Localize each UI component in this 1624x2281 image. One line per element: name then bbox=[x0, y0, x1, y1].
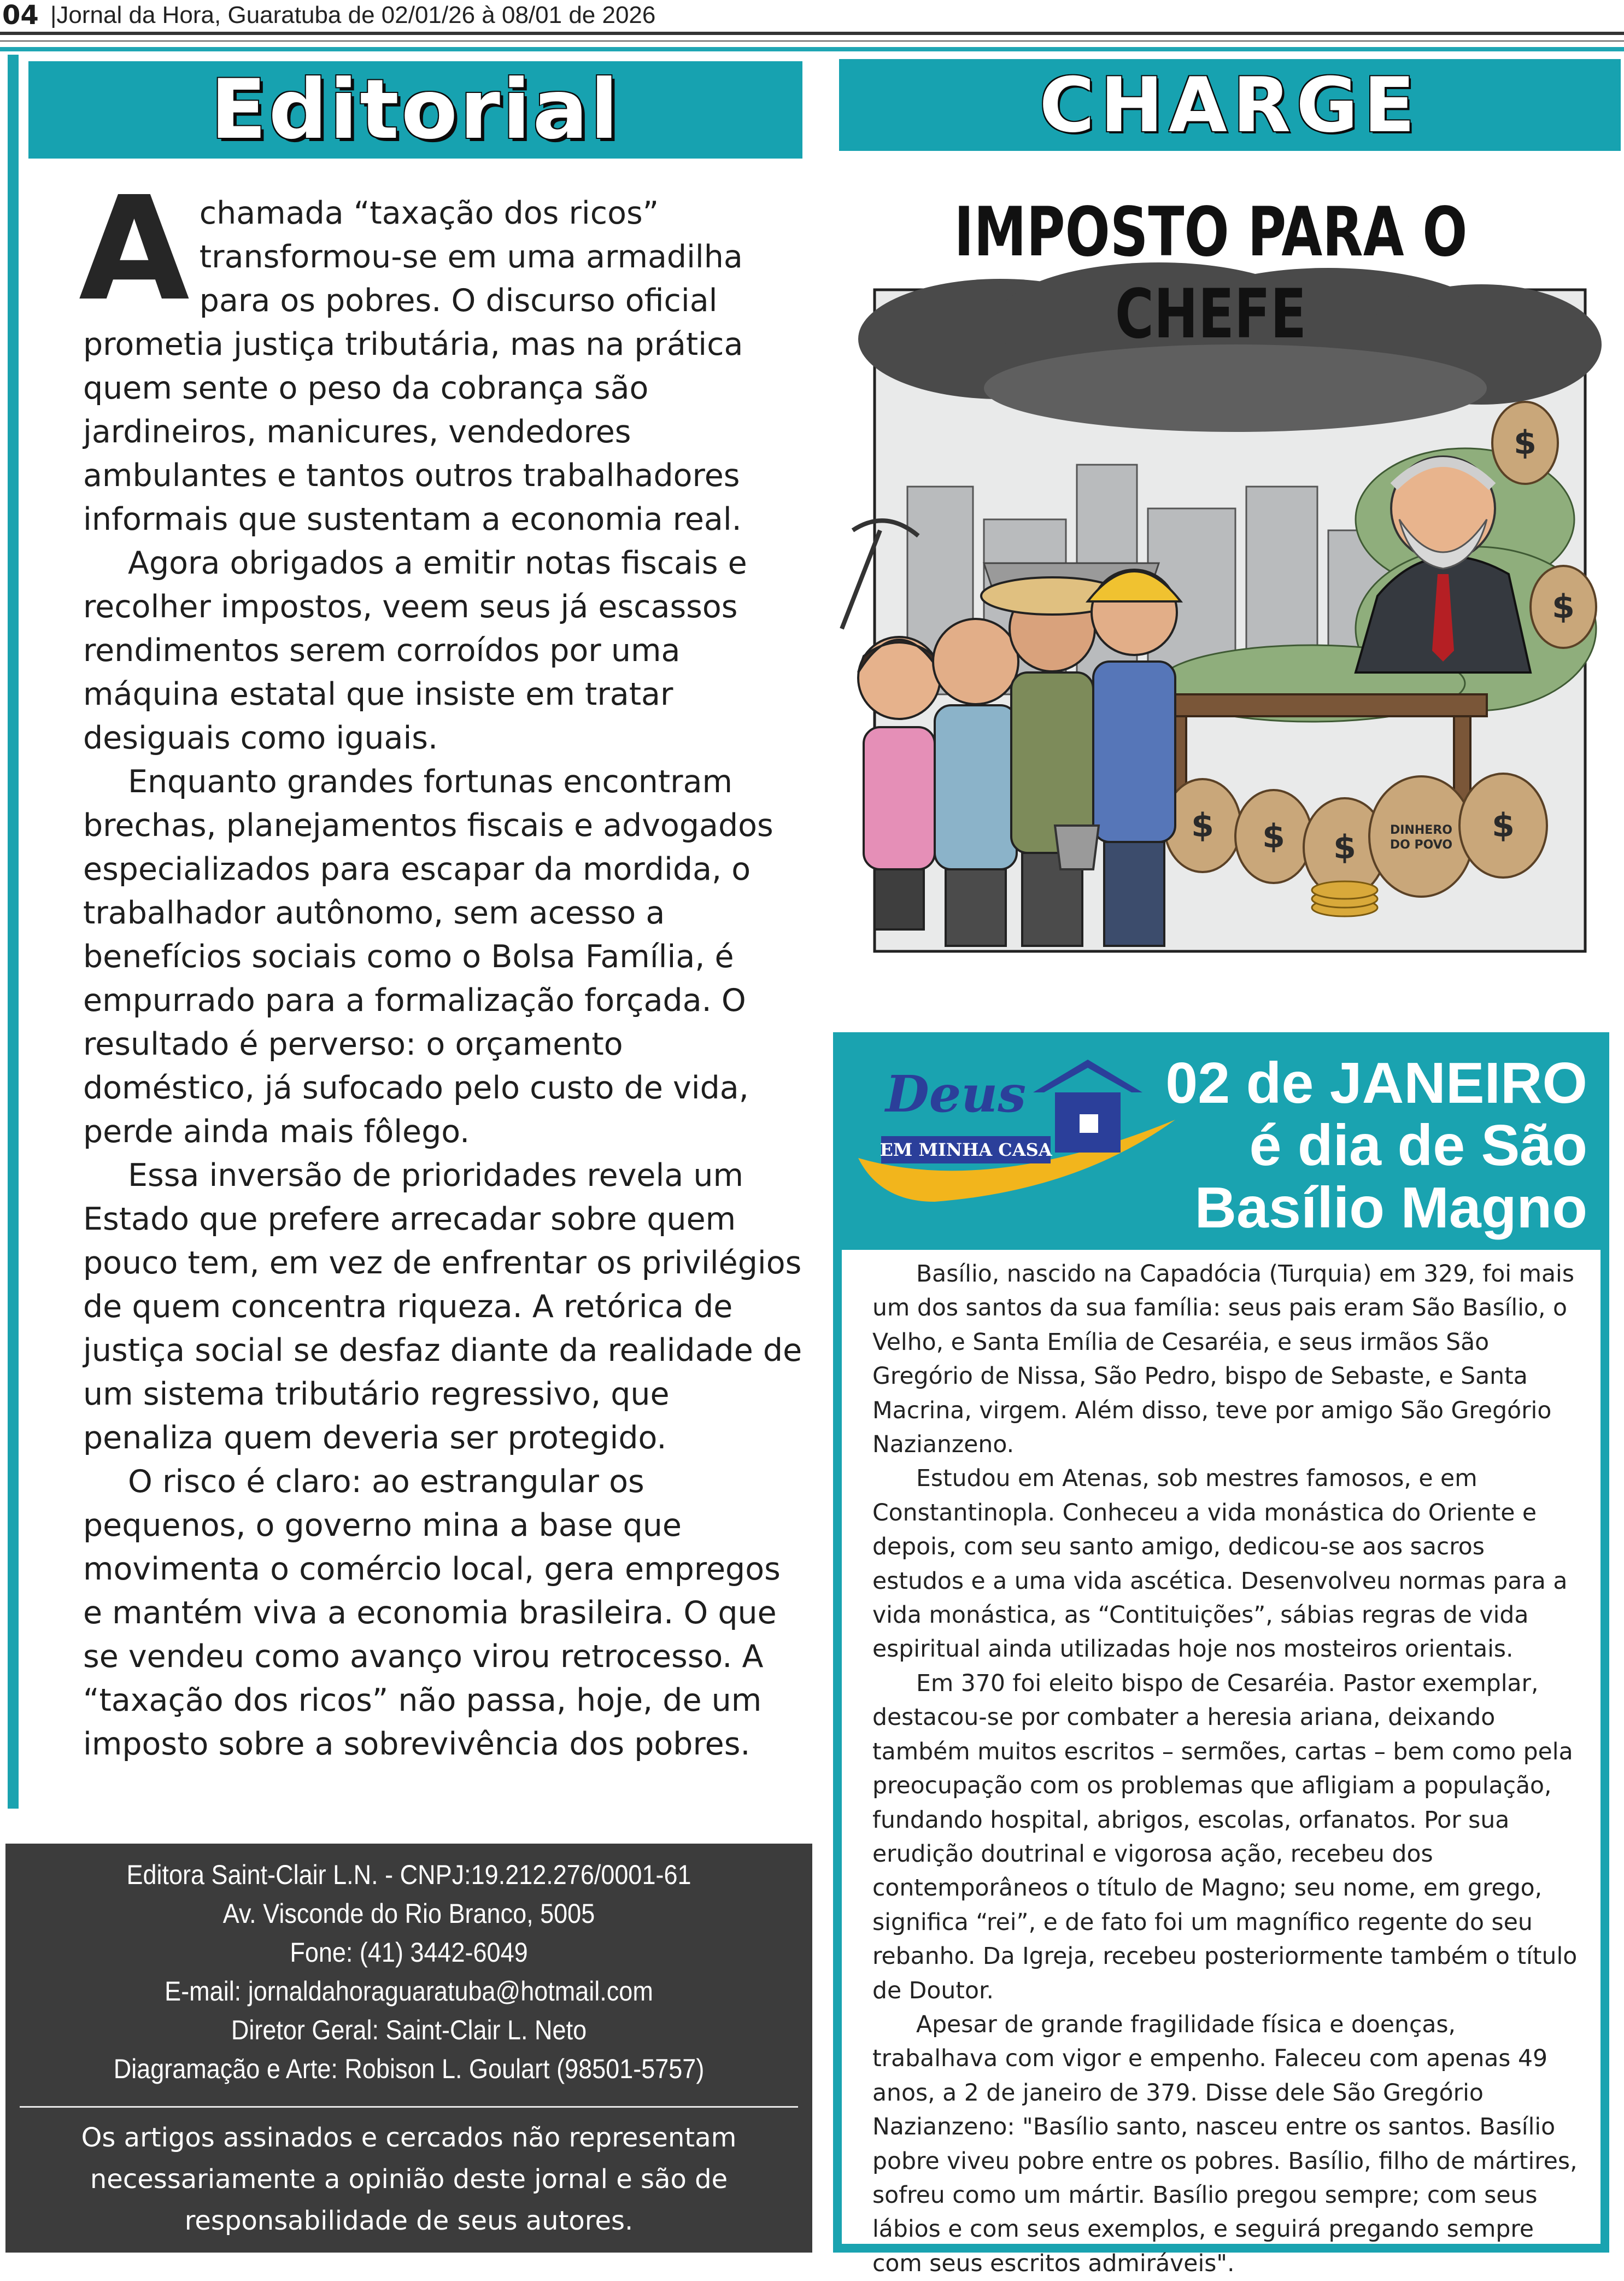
credit-email: E-mail: jornaldahoraguaratuba@hotmail.com bbox=[165, 1976, 653, 2007]
editorial-article bbox=[79, 166, 804, 1766]
cartoon-illustration bbox=[820, 180, 1624, 1001]
dollar-sign: $ bbox=[1514, 424, 1537, 462]
page-header bbox=[0, 0, 1624, 35]
saint-paragraph: Em 370 foi eleito bispo de Cesaréia. Pastor exemplar, destacou-se por combater a heresia ariana, deixando também muitos escritos – sermões, cartas – bem como pela preocupação com os problemas que afligiam a população, fundando hospital, abrigos, escolas, orfanatos. Por sua erudição doutrinal e vigorosa ação, recebeu dos contemporâneos o título de Magno; seu nome, em grego, significa “rei”, e de fato foi um magnífico regente do seu rebanho. Da Igreja, recebeu posteriormente também o título de Doutor. bbox=[872, 1670, 1578, 2004]
bag-label-line1: DINHERO bbox=[1390, 823, 1452, 837]
saint-heading bbox=[1165, 1052, 1587, 1239]
page-number: 04 bbox=[2, 0, 39, 31]
publisher-credits bbox=[5, 1844, 812, 2253]
credits-divider bbox=[20, 2106, 798, 2108]
credit-phone: Fone: (41) 3442-6049 bbox=[290, 1937, 528, 1968]
editorial-paragraph: Essa inversão de prioridades revela um Estado que prefere arrecadar sobre quem pouco tem, em vez de enfrentar os privilégios de quem concentra riqueza. A retórica de justiça social se desfaz diante da realidade de um sistema tributário regressivo, que penaliza quem deveria ser protegido. bbox=[83, 1157, 802, 1456]
editorial-paragraph: Agora obrigados a emitir notas fiscais e recolher impostos, veem seus já escassos rendimentos serem corroídos por uma máquina estatal que insiste em tratar desiguais como iguais. bbox=[83, 545, 747, 756]
deus-em-minha-casa-logo bbox=[847, 1054, 1197, 1218]
editorial-paragraph: O risco é claro: ao estrangular os pequenos, o governo mina a base que movimenta o comércio local, gera empregos e mantém viva a economia brasileira. O que se vendeu como avanço virou retrocesso. A “taxação dos ricos” não passa, hoje, de um imposto sobre a sobrevivência dos pobres. bbox=[83, 1464, 781, 1762]
editorial-paragraph: Enquanto grandes fortunas encontram brechas, planejamentos fiscais e advogados especializados para escapar da mordida, o trabalhador autônomo, sem acesso a benefícios sociais como o Bolsa Família, é empurrado para a formalização forçada. O resultado é perverso: o orçamento doméstico, já sufocado pelo custo de vida, perde ainda mais fôlego. bbox=[83, 764, 773, 1150]
saint-article bbox=[872, 1258, 1583, 2281]
coin-stack-icon bbox=[1312, 881, 1377, 916]
header-rule-thin bbox=[0, 40, 1624, 42]
editorial-title: Editorial bbox=[210, 62, 621, 157]
dollar-sign: $ bbox=[1191, 806, 1214, 845]
dollar-sign: $ bbox=[1262, 817, 1285, 856]
disclaimer-text: Os artigos assinados e cercados não representam necessariamente a opinião deste jornal e são de responsabilidade de seus autores. bbox=[81, 2122, 737, 2236]
charge-title: CHARGE bbox=[1039, 61, 1421, 149]
saint-article-panel bbox=[842, 1250, 1600, 2277]
charge-banner bbox=[839, 59, 1621, 151]
saint-paragraph: Estudou em Atenas, sob mestres famosos, e em Constantinopla. Conheceu a vida monástica do Oriente e depois, com seu santo amigo, dedicou-se aos sacros estudos e a uma vida ascética. Desenvolveu normas para a vida monástica, as “Contituições”, sábias regras de vida espiritual ainda utilizadas hoje nos mosteiros orientais. bbox=[872, 1465, 1568, 1663]
bag-label-line2: DO POVO bbox=[1390, 838, 1453, 852]
logo-banner-text: EM MINHA CASA bbox=[880, 1139, 1052, 1160]
saint-heading-line: 02 de JANEIRO bbox=[1165, 1051, 1587, 1115]
credits-lines bbox=[5, 1856, 812, 2089]
logo-word: Deus bbox=[886, 1065, 1026, 1124]
dollar-sign: $ bbox=[1333, 828, 1356, 867]
credit-director: Diretor Geral: Saint-Clair L. Neto bbox=[231, 2015, 587, 2045]
bucket-icon bbox=[1055, 826, 1099, 869]
saint-paragraph: Basílio, nascido na Capadócia (Turquia) em 329, foi mais um dos santos da sua família: seus pais eram São Basílio, o Velho, e Santa Emília de Cesaréia, e seus irmãos São Gregório de Nissa, São Pedro, bispo de Sebaste, e Santa Macrina, virgem. Além disso, teve por amigo São Gregório Nazianzeno. bbox=[872, 1261, 1574, 1459]
dollar-sign: $ bbox=[1492, 806, 1515, 845]
saint-of-the-day-box bbox=[833, 1032, 1609, 2277]
saint-heading-line: Basílio Magno bbox=[1194, 1175, 1587, 1240]
credit-publisher: Editora Saint-Clair L.N. - CNPJ:19.212.276/0001-61 bbox=[126, 1859, 691, 1890]
editorial-paragraph bbox=[79, 166, 804, 541]
issue-info: |Jornal da Hora, Guaratuba de 02/01/26 à 08/01 de 2026 bbox=[50, 2, 656, 28]
credit-design: Diagramação e Arte: Robison L. Goulart (98501-5757) bbox=[113, 2054, 705, 2084]
header-rule-accent bbox=[0, 47, 1624, 51]
editorial-accent-bar bbox=[8, 55, 19, 1809]
saint-heading-line: é dia de São bbox=[1249, 1113, 1587, 1178]
saint-paragraph: Apesar de grande fragilidade física e doenças, trabalhava com vigor e empenho. Faleceu com apenas 49 anos, a 2 de janeiro de 379. Disse dele São Gregório Nazianzeno: "Basílio santo, nasceu entre os santos. Basílio pobre viveu pobre entre os pobres. Basílio, filho de mártires, sofreu como um mártir. Basílio pregou sempre; com seus lábios e com seus exemplos, e seguirá pregando sempre com seus escritos admiráveis". bbox=[872, 2011, 1578, 2277]
drop-cap: A bbox=[79, 166, 190, 332]
dollar-sign: $ bbox=[1552, 588, 1575, 626]
editorial-paragraph-text: chamada “taxação dos ricos” transformou-se em uma armadilha para os pobres. O discurso oficial prometia justiça tributária, mas na prática quem sente o peso da cobrança são jardineiros, manicures, vendedores ambulantes e tantos outros trabalhadores informais que sustentam a economia real. bbox=[83, 195, 743, 537]
cartoon-title: IMPOSTO PARA O CHEFE bbox=[954, 193, 1468, 354]
editorial-banner bbox=[28, 61, 802, 159]
credit-address: Av. Visconde do Rio Branco, 5005 bbox=[222, 1898, 595, 1929]
header-rule-thick bbox=[0, 32, 1624, 35]
